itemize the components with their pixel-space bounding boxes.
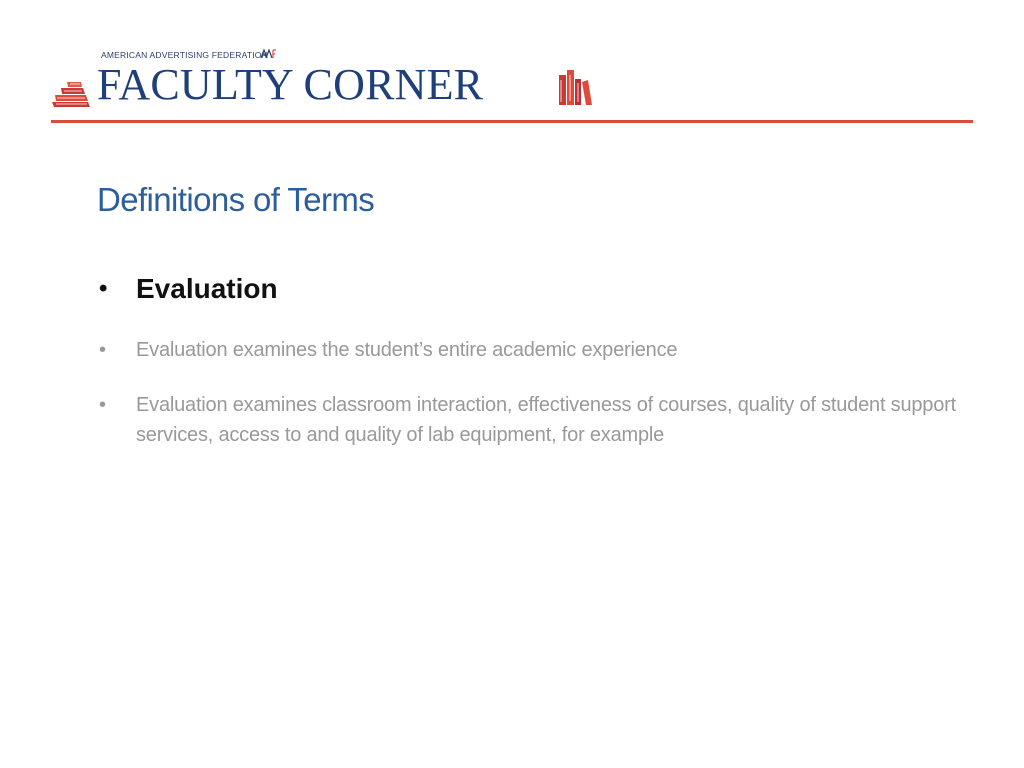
definition-term <box>97 268 977 318</box>
faculty-corner-logo <box>50 46 610 112</box>
slide-title: Definitions of Terms <box>97 181 375 218</box>
aaf-mark-icon <box>260 49 276 59</box>
bullet-icon: • <box>99 394 106 416</box>
bullet-icon: • <box>99 275 108 302</box>
bookshelf-icon <box>558 70 592 106</box>
definitions-list <box>97 268 977 450</box>
header-divider <box>51 120 973 123</box>
brand-title: FACULTY CORNER <box>97 60 484 109</box>
definition-detail <box>97 390 977 450</box>
definition-detail-text: Evaluation examines classroom interaction, effectiveness of courses, quality of student support services, access to and quality of lab equipment, for example <box>136 394 956 446</box>
definition-detail <box>97 335 977 365</box>
term-text: Evaluation <box>136 273 278 304</box>
book-stack-icon <box>50 80 92 108</box>
definition-detail-text: Evaluation examines the student’s entire academic experience <box>136 339 678 361</box>
bullet-icon: • <box>99 339 106 361</box>
organization-name: AMERICAN ADVERTISING FEDERATION <box>101 50 268 60</box>
